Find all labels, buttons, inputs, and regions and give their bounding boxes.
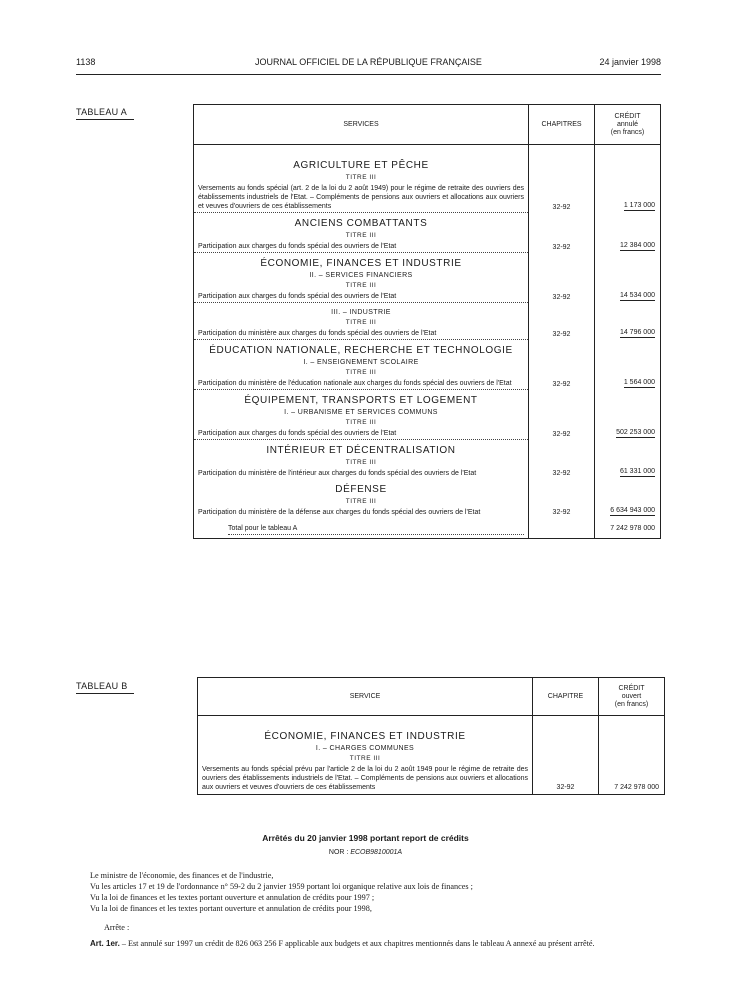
section-subtitle: I. – URBANISME ET SERVICES COMMUNS (284, 409, 438, 416)
tableau-b (197, 677, 665, 795)
line-text: Participation du ministère aux charges du fonds spécial des ouvriers de l'Etat (194, 328, 528, 340)
section-title: ÉDUCATION NATIONALE, RECHERCHE ET TECHNOLOGIE (209, 345, 513, 356)
section-subtitle: I. – CHARGES COMMUNES (315, 745, 415, 752)
tableau-a-label: TABLEAU A (76, 107, 128, 117)
section-title: DÉFENSE (335, 484, 387, 495)
paragraph: Vu les articles 17 et 19 de l'ordonnance n° 59-2 du 2 janvier 1959 portant loi organique relative aux lois de finances ; (90, 882, 473, 891)
credit-cell: 502 253 000 (595, 390, 661, 440)
section-subtitle: II. – SERVICES FINANCIERS (309, 272, 413, 279)
table-row (194, 213, 661, 253)
line-text: Versements au fonds spécial (art. 2 de la loi du 2 août 1949) pour le régime de retraite des ouvriers des établissements industriels de l'Etat. – Compléments de pensions aux ouvriers et allocations aux ouvriers et veuves d'ouvriers de ces établissements (194, 183, 528, 213)
chapitre-cell: 32-92 (529, 253, 595, 303)
page-header (76, 57, 661, 71)
paragraph: Le ministre de l'économie, des finances et de l'industrie, (90, 871, 274, 880)
tableau-b-label: TABLEAU B (76, 681, 128, 691)
article-label: Art. 1er. (90, 939, 120, 948)
line-text: Participation aux charges du fonds spécial des ouvriers de l'Etat (194, 291, 528, 303)
credit-cell: 12 384 000 (595, 213, 661, 253)
col-chapitres: CHAPITRES (529, 105, 595, 145)
nor-line (0, 849, 731, 856)
line-text: Participation aux charges du fonds spécial des ouvriers de l'Etat (194, 428, 528, 440)
tableau-a (193, 104, 661, 539)
section-subtitle: I. – ENSEIGNEMENT SCOLAIRE (303, 359, 419, 366)
chapitre-cell: 32-92 (529, 145, 595, 214)
header-rule (76, 74, 661, 75)
table-row (194, 479, 661, 518)
titre-label: TITRE III (349, 755, 381, 762)
titre-label: TITRE III (345, 174, 377, 181)
credit-cell: 61 331 000 (595, 440, 661, 479)
credit-cell: 1 564 000 (595, 340, 661, 390)
table-row (194, 340, 661, 390)
nor-value: ECOB9810001A (350, 849, 403, 856)
section-title: ÉCONOMIE, FINANCES ET INDUSTRIE (260, 258, 462, 269)
table-row (198, 716, 665, 795)
line-text: Participation du ministère de l'éducation nationale aux charges du fonds spécial des ouvriers de l'Etat (194, 378, 528, 390)
section-title: ÉQUIPEMENT, TRANSPORTS ET LOGEMENT (244, 395, 478, 406)
table-row (194, 145, 661, 214)
article-text: – Est annulé sur 1997 un crédit de 826 063 256 F applicable aux budgets et aux chapitres mentionnés dans le tableau A annexé au présent arrêté. (119, 939, 595, 948)
titre-label: TITRE III (345, 369, 377, 376)
titre-label: TITRE III (345, 459, 377, 466)
credit-cell: 1 173 000 (595, 145, 661, 214)
titre-label: TITRE III (345, 419, 377, 426)
credit-cell: 7 242 978 000 (599, 716, 665, 795)
section-subtitle: III. – INDUSTRIE (331, 309, 391, 316)
col-credit: CRÉDIT ouvert (en francs) (599, 678, 665, 716)
col-service: SERVICE (198, 678, 533, 716)
arrete-title: Arrêtés du 20 janvier 1998 portant report de crédits (262, 833, 469, 843)
section-title: AGRICULTURE ET PÊCHE (293, 160, 429, 171)
titre-label: TITRE III (345, 319, 377, 326)
chapitre-cell: 32-92 (529, 440, 595, 479)
titre-label: TITRE III (345, 282, 377, 289)
chapitre-cell: 32-92 (529, 340, 595, 390)
chapitre-cell: 32-92 (529, 479, 595, 518)
line-text: Versements au fonds spécial prévu par l'article 2 de la loi du 2 août 1949 pour le régime de retraite des ouvriers des établissements industriels de l'Etat. – Compléments de pensions aux ouvriers et allocations aux ouvriers et veuves d'ouvriers de ces établissements (202, 766, 528, 791)
journal-title: JOURNAL OFFICIEL DE LA RÉPUBLIQUE FRANÇAISE (255, 57, 482, 67)
table-row (194, 253, 661, 303)
credit-cell: 14 796 000 (595, 303, 661, 340)
paragraph: Vu la loi de finances et les textes portant ouverture et annulation de crédits pour 1997 ; (90, 893, 375, 902)
chapitre-cell: 32-92 (529, 303, 595, 340)
line-text: Participation du ministère de la défense aux charges du fonds spécial des ouvriers de l'Etat (198, 509, 481, 516)
article-paragraph (76, 938, 665, 949)
tableau-a-label-rule (76, 119, 134, 120)
credit-cell: 14 534 000 (595, 253, 661, 303)
chapitre-cell: 32-92 (533, 716, 599, 795)
credit-cell: 6 634 943 000 (595, 479, 661, 518)
section-title: ANCIENS COMBATTANTS (294, 218, 428, 229)
nor-label: NOR : (328, 849, 349, 856)
section-title: INTÉRIEUR ET DÉCENTRALISATION (266, 445, 456, 456)
issue-date: 24 janvier 1998 (599, 57, 661, 67)
line-text: Participation aux charges du fonds spécial des ouvriers de l'Etat (194, 241, 528, 253)
chapitre-cell: 32-92 (529, 390, 595, 440)
total-label: Total pour le tableau A (228, 523, 524, 535)
tableau-b-label-rule (76, 693, 134, 694)
chapitre-cell: 32-92 (529, 213, 595, 253)
page-number: 1138 (76, 57, 96, 67)
table-row (194, 440, 661, 479)
total-value: 7 242 978 000 (595, 518, 661, 539)
titre-label: TITRE III (345, 232, 377, 239)
paragraph: Arrête : (104, 923, 130, 932)
paragraph: Vu la loi de finances et les textes portant ouverture et annulation de crédits pour 1998, (90, 904, 372, 913)
col-chapitre: CHAPITRE (533, 678, 599, 716)
line-text: Participation du ministère de l'intérieur aux charges du fonds spécial des ouvriers de l'Etat (198, 470, 477, 477)
section-title: ÉCONOMIE, FINANCES ET INDUSTRIE (264, 731, 466, 742)
total-row (194, 518, 661, 539)
titre-label: TITRE III (345, 498, 377, 505)
col-credit: CRÉDIT annulé (en francs) (595, 105, 661, 145)
table-row (194, 303, 661, 340)
table-row (194, 390, 661, 440)
col-services: SERVICES (194, 105, 529, 145)
